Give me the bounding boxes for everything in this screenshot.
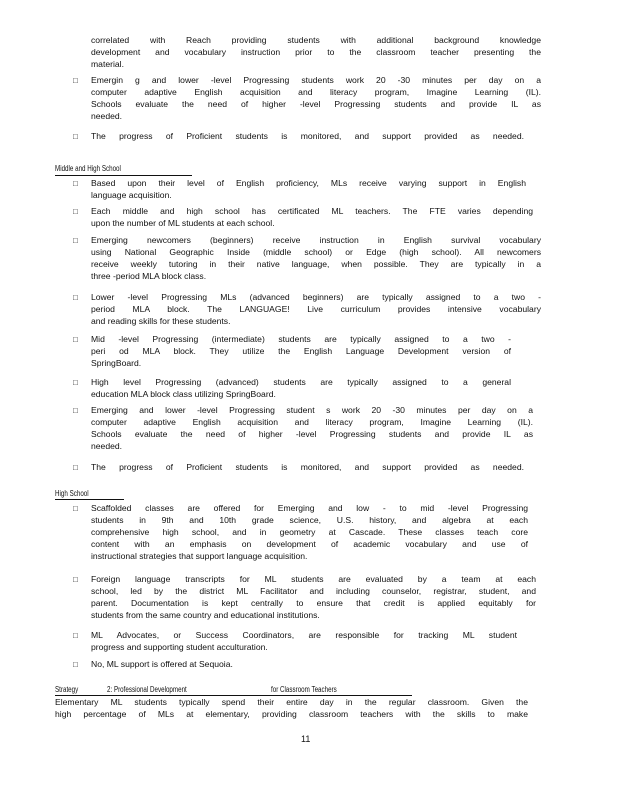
section-heading-high-school: High School [55,489,89,498]
heading-underline [55,695,412,696]
bullet-item [91,334,511,370]
bullet-icon: □ [73,575,78,584]
text-line: students from the same country and educational institutions. [91,609,320,620]
bullet-item [91,503,528,563]
text-line: high percentage of MLs at elementary, providing classroom teachers with the skills to make [55,708,528,719]
text-line: content with an emphasis on development of academic vocabulary and use of [91,538,528,549]
text-line: peri od MLA block. They utilize the English Language Development version of [91,345,511,356]
text-line: Emergin g and lower -level Progressing students work 20 -30 minutes per day on a [91,75,541,85]
bullet-item [91,292,541,328]
text-line: progress and supporting student acculturation. [91,641,268,652]
text-line: Emerging and lower -level Progressing student s work 20 -30 minutes per day on a [91,405,533,415]
bullet-icon: □ [73,504,78,513]
strategy-heading-part: Strategy [55,685,79,694]
bullet-item [91,75,541,123]
section-heading-middle-high: Middle and High School [55,164,121,173]
text-line: students in 9th and 10th grade science, U.S. history, and algebra at each [91,514,528,525]
text-line: material. [91,58,124,69]
text-line: Schools evaluate the need of higher -level Progressing students and provide IL as [91,428,533,439]
heading-underline [55,175,192,176]
text-line: comprehensive high school, and in geometry at Cascade. These classes teach core [91,526,528,537]
text-line: The progress of Proficient students is monitored, and support provided as needed. [91,131,524,141]
text-line: computer adaptive English acquisition and literacy program, Imagine Learning (IL). [91,86,541,97]
bullet-item [91,574,536,622]
text-line: The progress of Proficient students is monitored, and support provided as needed. [91,462,524,472]
strategy-paragraph [55,697,528,721]
bullet-item [91,405,533,453]
text-line: Foreign language transcripts for ML students are evaluated by a team at each [91,574,536,584]
text-line: Elementary ML students typically spend their entire day in the regular classroom. Given the [55,697,528,707]
intro-paragraph [91,35,541,71]
text-line: correlated with Reach providing students with additional background knowledge [91,35,541,45]
text-line: needed. [91,110,123,121]
bullet-icon: □ [73,406,78,415]
bullet-icon: □ [73,76,78,85]
bullet-item [91,659,291,671]
text-line: needed. [91,440,123,451]
text-line: No, ML support is offered at Sequoia. [91,659,233,669]
heading-underline [55,499,124,500]
bullet-item [91,235,541,283]
text-line: computer adaptive English acquisition and literacy program, Imagine Learning (IL). [91,416,533,427]
text-line: Based upon their level of English proficiency, MLs receive varying support in English [91,178,526,188]
text-line: development and vocabulary instruction prior to the classroom teacher presenting the [91,46,541,57]
text-line: and reading skills for these students. [91,315,231,326]
text-line: language acquisition. [91,189,172,200]
bullet-item [91,206,533,230]
page-number: 11 [301,734,311,744]
bullet-item [91,630,517,654]
text-line: instructional strategies that support language acquisition. [91,550,308,561]
text-line: receive weekly tutoring in their native language, when possible. They are typically in a [91,258,541,269]
bullet-icon: □ [73,207,78,216]
bullet-icon: □ [73,132,78,141]
text-line: school, led by the district ML Facilitator and including counselor, registrar, student, and [91,585,536,596]
text-line: education MLA block class utilizing SpringBoard. [91,388,276,399]
bullet-icon: □ [73,631,78,640]
bullet-icon: □ [73,463,78,472]
bullet-item [91,178,526,202]
text-line: High level Progressing (advanced) students are typically assigned to a general [91,377,511,387]
text-line: parent. Documentation is kept centrally to ensure that credit is applied equitably for [91,597,536,608]
bullet-item [91,377,511,401]
text-line: period MLA block. The LANGUAGE! Live curriculum provides intensive vocabulary [91,303,541,314]
bullet-icon: □ [73,335,78,344]
bullet-icon: □ [73,293,78,302]
text-line: SpringBoard. [91,357,142,368]
bullet-icon: □ [73,236,78,245]
text-line: Scaffolded classes are offered for Emerging and low - to mid -level Progressing [91,503,528,513]
bullet-item [91,131,524,143]
strategy-heading-part: for Classroom Teachers [271,685,337,694]
bullet-item [91,462,524,474]
bullet-icon: □ [73,179,78,188]
bullet-icon: □ [73,660,78,669]
text-line: Schools evaluate the need of higher -level Progressing students and provide IL as [91,98,541,109]
text-line: Emerging newcomers (beginners) receive instruction in English survival vocabulary [91,235,541,245]
text-line: using National Geographic Inside (middle school) or Edge (high school). All newcomers [91,246,541,257]
text-line: ML Advocates, or Success Coordinators, are responsible for tracking ML student [91,630,517,640]
text-line: upon the number of ML students at each school. [91,217,275,228]
text-line: Mid -level Progressing (intermediate) students are typically assigned to a two - [91,334,511,344]
text-line: Lower -level Progressing MLs (advanced beginners) are typically assigned to a two - [91,292,541,302]
bullet-icon: □ [73,378,78,387]
text-line: three -period MLA block class. [91,270,207,281]
text-line: Each middle and high school has certificated ML teachers. The FTE varies depending [91,206,533,216]
strategy-heading-part: 2: Professional Development [107,685,187,694]
